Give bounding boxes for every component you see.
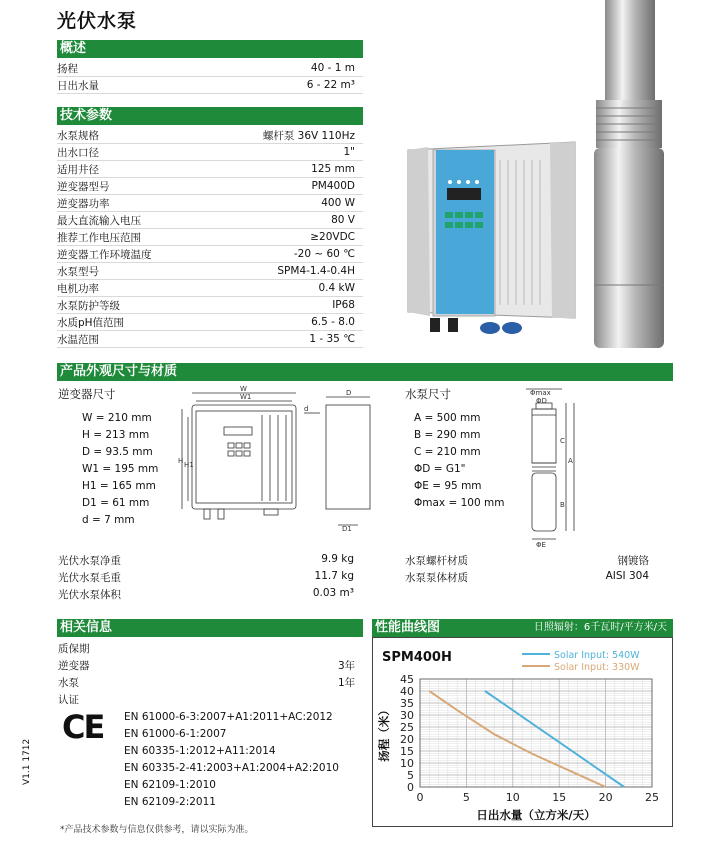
y-tick-label: 10 xyxy=(400,757,414,770)
warranty-inverter-value: 3年 xyxy=(338,660,356,672)
irradiance-note: 日照辐射：6千瓦时/平方米/天 xyxy=(533,622,667,633)
svg-text:H: H xyxy=(178,457,184,465)
x-axis-label: 日出水量（立方米/天） xyxy=(476,808,596,822)
weight-row xyxy=(58,553,354,568)
spec-label: 水温范围 xyxy=(57,333,99,346)
spec-value: -20 ~ 60 ℃ xyxy=(293,248,355,260)
x-tick-label: 20 xyxy=(598,791,613,804)
legend-label: Solar Input: 540W xyxy=(554,650,640,661)
svg-text:W1: W1 xyxy=(240,393,252,401)
spec-row xyxy=(57,314,363,331)
spec-label: 日出水量 xyxy=(57,79,99,92)
related-header: 相关信息 xyxy=(57,619,363,637)
performance-header xyxy=(372,619,673,637)
y-tick-label: 35 xyxy=(400,697,414,710)
y-tick-label: 0 xyxy=(407,781,414,794)
performance-chart xyxy=(372,637,673,827)
spec-row xyxy=(57,77,363,94)
page-title: 光伏水泵 xyxy=(57,10,138,32)
pump-dim: ΦE = 95 mm xyxy=(414,480,482,492)
spec-row xyxy=(57,297,363,314)
spec-value: 螺杆泵 36V 110Hz xyxy=(262,129,355,142)
material-row-label: 水泵螺杆材质 xyxy=(405,555,468,567)
material-row-value: AISI 304 xyxy=(605,570,649,582)
pump-dim: C = 210 mm xyxy=(414,446,481,458)
performance-title: 性能曲线图 xyxy=(375,620,441,635)
spec-value: 6.5 - 8.0 xyxy=(311,316,355,328)
standard-item: EN 60335-1:2012+A11:2014 xyxy=(124,745,276,757)
spec-row xyxy=(57,60,363,77)
standard-item: EN 62109-1:2010 xyxy=(124,779,216,791)
svg-text:D1: D1 xyxy=(342,525,352,533)
y-tick-label: 25 xyxy=(400,721,414,734)
y-tick-label: 45 xyxy=(400,673,414,686)
pump-dim-title: 水泵尺寸 xyxy=(405,387,451,401)
y-axis-label: 扬程（米） xyxy=(377,704,391,762)
inverter-dim: d = 7 mm xyxy=(82,514,135,526)
x-tick-label: 25 xyxy=(645,791,659,804)
material-row xyxy=(405,570,649,585)
spec-value: IP68 xyxy=(332,299,355,311)
weight-row-label: 光伏水泵毛重 xyxy=(58,572,121,584)
material-row xyxy=(405,553,649,568)
standard-item: EN 61000-6-1:2007 xyxy=(124,728,227,740)
spec-row xyxy=(57,178,363,195)
spec-label: 最大直流输入电压 xyxy=(57,214,141,227)
svg-text:H1: H1 xyxy=(184,461,194,469)
spec-value: 125 mm xyxy=(311,163,355,175)
warranty-label: 质保期 xyxy=(58,643,90,655)
warranty-inverter-label: 逆变器 xyxy=(58,660,90,672)
material-row-value: 钢镀铬 xyxy=(617,555,649,567)
svg-text:ΦE: ΦE xyxy=(536,541,546,547)
spec-label: 电机功率 xyxy=(57,282,99,295)
spec-label: 水泵规格 xyxy=(57,129,99,142)
spec-value: 400 W xyxy=(321,197,355,209)
y-tick-label: 5 xyxy=(407,769,414,782)
ce-mark: CE xyxy=(62,708,104,746)
inverter-dim: W = 210 mm xyxy=(82,412,152,424)
spec-label: 逆变器工作环境温度 xyxy=(57,248,152,261)
spec-label: 逆变器型号 xyxy=(57,180,110,193)
standard-item: EN 60335-2-41:2003+A1:2004+A2:2010 xyxy=(124,762,339,774)
footnote: *产品技术参数与信息仅供参考，请以实际为准。 xyxy=(60,825,254,835)
inverter-image xyxy=(408,142,575,334)
x-tick-label: 10 xyxy=(505,791,520,804)
spec-row xyxy=(57,212,363,229)
spec-row xyxy=(57,280,363,297)
spec-value: SPM4-1.4-0.4H xyxy=(277,265,355,277)
spec-value: ≥20VDC xyxy=(310,231,355,243)
material-row-label: 水泵泵体材质 xyxy=(405,572,468,584)
x-tick-label: 15 xyxy=(552,791,567,804)
spec-value: PM400D xyxy=(311,180,355,192)
dimensions-header: 产品外观尺寸与材质 xyxy=(57,363,673,381)
spec-row xyxy=(57,331,363,348)
svg-text:Φmax: Φmax xyxy=(530,389,551,397)
spec-row xyxy=(57,161,363,178)
warranty-pump-label: 水泵 xyxy=(58,677,79,689)
spec-label: 出水口径 xyxy=(57,146,99,159)
spec-row xyxy=(57,246,363,263)
spec-row xyxy=(57,229,363,246)
y-tick-label: 30 xyxy=(400,709,414,722)
standard-item: EN 61000-6-3:2007+A1:2011+AC:2012 xyxy=(124,711,333,723)
inverter-dim: D = 93.5 mm xyxy=(82,446,153,458)
svg-text:d: d xyxy=(304,405,309,413)
tech-header: 技术参数 xyxy=(57,107,363,125)
pump-dim: Φmax = 100 mm xyxy=(414,497,505,509)
weight-row-label: 光伏水泵净重 xyxy=(58,555,121,567)
spec-row xyxy=(57,144,363,161)
weight-row-value: 0.03 m³ xyxy=(312,587,354,599)
spec-label: 扬程 xyxy=(57,62,78,75)
overview-header: 概述 xyxy=(57,40,363,58)
svg-text:B: B xyxy=(560,501,565,509)
spec-label: 推荐工作电压范围 xyxy=(57,231,141,244)
spec-value: 0.4 kW xyxy=(318,282,355,294)
spec-value: 80 V xyxy=(331,214,355,226)
spec-value: 1 - 35 ℃ xyxy=(309,333,355,345)
spec-value: 40 - 1 m xyxy=(310,62,355,74)
version-label: V1.1 1712 xyxy=(22,738,32,785)
y-tick-label: 15 xyxy=(400,745,414,758)
warranty-pump-value: 1年 xyxy=(338,677,356,689)
spec-value: 6 - 22 m³ xyxy=(306,79,355,91)
weight-row xyxy=(58,570,354,585)
svg-text:A: A xyxy=(568,457,573,465)
spec-label: 水泵防护等级 xyxy=(57,299,120,312)
weight-row-label: 光伏水泵体积 xyxy=(58,589,121,601)
spec-row xyxy=(57,195,363,212)
svg-text:ΦD: ΦD xyxy=(536,397,547,405)
chart-title: SPM400H xyxy=(382,650,452,665)
spec-label: 水泵型号 xyxy=(57,265,99,278)
standard-item: EN 62109-2:2011 xyxy=(124,796,216,808)
weight-row-value: 11.7 kg xyxy=(314,570,354,582)
pump-dim: A = 500 mm xyxy=(414,412,481,424)
pump-dim: B = 290 mm xyxy=(414,429,481,441)
inverter-dim: H1 = 165 mm xyxy=(82,480,156,492)
legend-label: Solar Input: 330W xyxy=(554,662,640,673)
svg-text:W: W xyxy=(240,385,247,393)
spec-row xyxy=(57,263,363,280)
inverter-drawing xyxy=(178,385,378,533)
pump-dim: ΦD = G1" xyxy=(414,463,466,475)
inverter-dim: H = 213 mm xyxy=(82,429,150,441)
cert-label: 认证 xyxy=(58,694,79,706)
x-tick-label: 5 xyxy=(462,791,470,804)
weight-row-value: 9.9 kg xyxy=(321,553,354,565)
inverter-dim: D1 = 61 mm xyxy=(82,497,150,509)
pump-image xyxy=(594,0,664,348)
spec-label: 适用井径 xyxy=(57,163,99,176)
y-tick-label: 40 xyxy=(400,685,414,698)
y-tick-label: 20 xyxy=(400,733,414,746)
spec-row xyxy=(57,127,363,144)
product-image xyxy=(400,0,690,360)
spec-label: 水质pH值范围 xyxy=(57,316,125,329)
inverter-dim-title: 逆变器尺寸 xyxy=(58,387,116,401)
spec-value: 1" xyxy=(343,146,355,158)
svg-text:D: D xyxy=(346,389,352,397)
svg-text:C: C xyxy=(560,437,565,445)
weight-row xyxy=(58,587,354,602)
pump-drawing xyxy=(518,385,584,547)
inverter-dim: W1 = 195 mm xyxy=(82,463,159,475)
x-tick-label: 0 xyxy=(416,791,424,804)
spec-label: 逆变器功率 xyxy=(57,197,110,210)
